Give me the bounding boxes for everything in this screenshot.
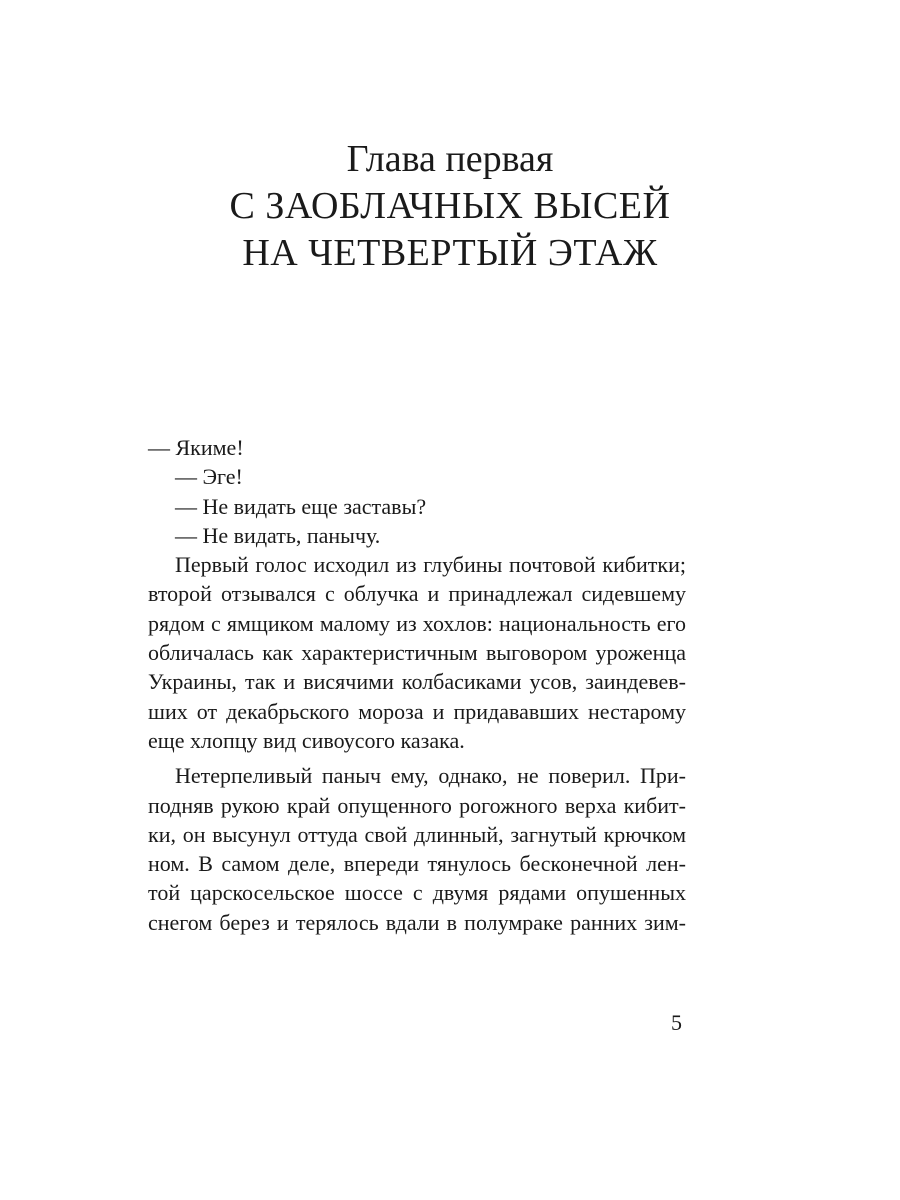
text-line: Украины, так и висячими колбасиками усов, заиндевев- [148,669,686,695]
chapter-title-line-1: С ЗАОБЛАЧНЫХ ВЫСЕЙ [229,185,671,227]
dialogue-line: — Не видать еще заставы? [175,493,427,519]
text-line: еще хлопцу вид сивоусого казака. [148,727,465,753]
text-line: ки, он высунул оттуда свой длинный, загнутый крючком [148,821,686,847]
text-line: ших от декабрьского мороза и придававших нестарому [148,698,686,724]
text-line: второй отзывался с облучка и принадлежал сидевшему [148,581,686,607]
text-line: подняв рукою край опущенного рогожного верха кибит- [148,792,686,818]
text-line: Нетерпеливый паныч ему, однако, не поверил. При- [175,763,686,789]
paragraph [148,761,686,937]
text-line: рядом с ямщиком малому из хохлов: национальность его [148,610,686,636]
chapter-heading [0,136,900,277]
text-line: Первый голос исходил из глубины почтовой кибитки; [175,552,686,578]
text-line: обличалась как характеристичным выговором уроженца [148,640,686,666]
dialogue-line: — Эге! [175,464,243,490]
page-number: 5 [671,1010,682,1035]
body-text [148,433,686,937]
text-line: снегом берез и терялось вдали в полумраке ранних зим- [148,909,686,935]
paragraph [148,550,686,755]
text-line: той царскосельское шоссе с двумя рядами опушенных [148,880,686,906]
dialogue-line: — Не видать, панычу. [175,522,381,548]
dialogue-line: — Якиме! [148,435,244,460]
chapter-title-line-2: НА ЧЕТВЕРТЫЙ ЭТАЖ [242,232,658,274]
text-line: ном. В самом деле, впереди тянулось бесконечной лен- [148,851,686,877]
chapter-label: Глава первая [346,138,554,180]
